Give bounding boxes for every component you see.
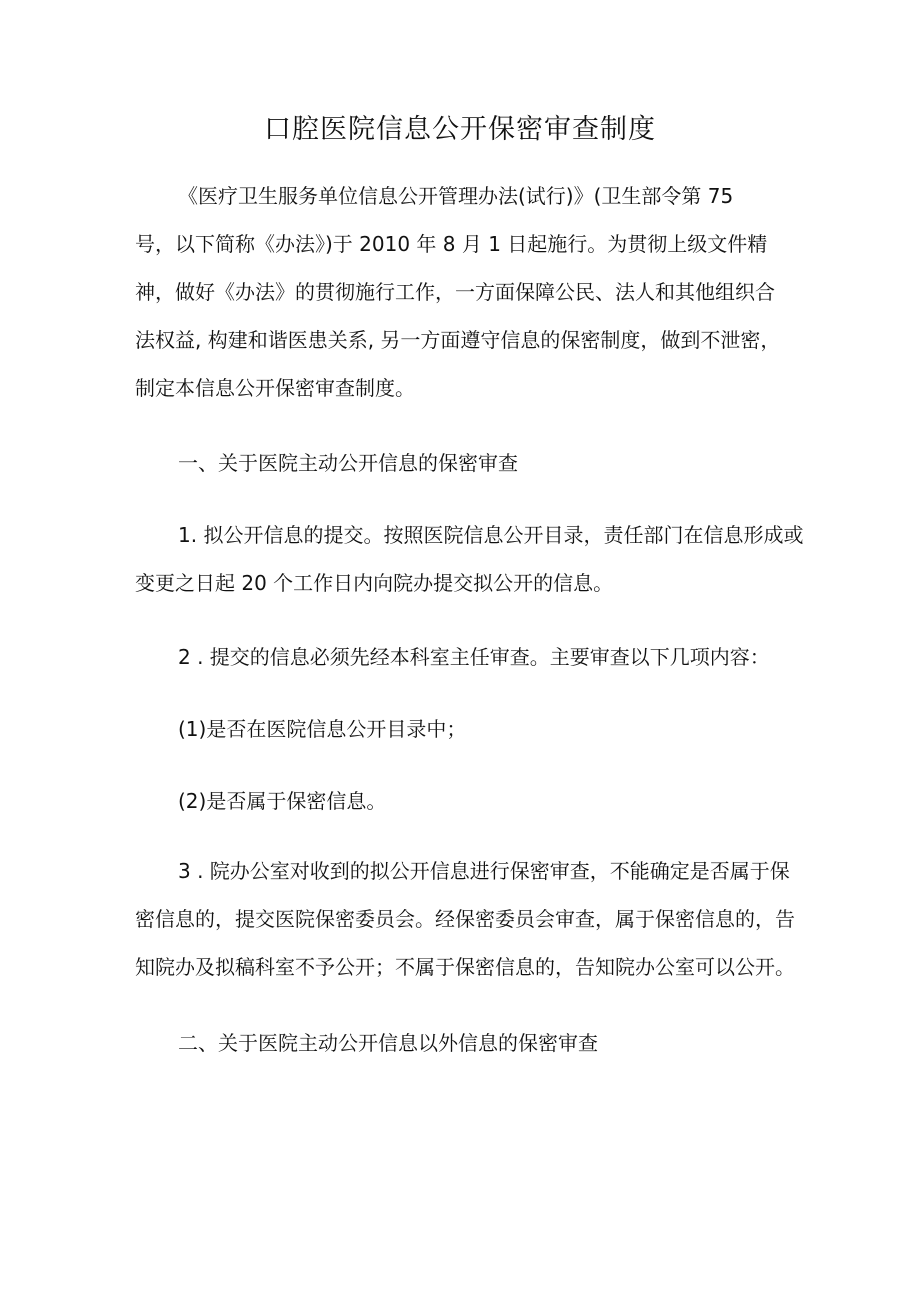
sub-item-1: (1)是否在医院信息公开目录中； [178,717,467,741]
intro-line: 神，做好《办法》的贯彻施行工作，一方面保障公民、法人和其他组织合 [135,280,775,304]
intro-line: 《医疗卫生服务单位信息公开管理办法(试行)》(卫生部令第 75 [178,184,734,208]
item-1-line: 1. 拟公开信息的提交。按照医院信息公开目录，责任部门在信息形成或 [178,523,804,547]
section-2-heading: 二、关于医院主动公开信息以外信息的保密审查 [178,1031,598,1055]
intro-line: 制定本信息公开保密审查制度。 [135,376,415,400]
item-3-line: 3 . 院办公室对收到的拟公开信息进行保密审查，不能确定是否属于保 [178,859,790,883]
item-2-paragraph: 2 . 提交的信息必须先经本科室主任审查。主要审查以下几项内容： [178,645,770,669]
item-1-line: 变更之日起 20 个工作日内向院办提交拟公开的信息。 [135,571,614,595]
intro-line: 号，以下简称《办法》)于 2010 年 8 月 1 日起施行。为贯彻上级文件精 [135,232,768,256]
intro-line: 法权益, 构建和谐医患关系, 另一方面遵守信息的保密制度，做到不泄密， [135,328,781,352]
document-title: 口腔医院信息公开保密审查制度 [264,114,656,145]
section-1-heading: 一、关于医院主动公开信息的保密审查 [178,451,518,475]
item-3-line: 知院办及拟稿科室不予公开；不属于保密信息的，告知院办公室可以公开。 [135,955,795,979]
item-3-line: 密信息的，提交医院保密委员会。经保密委员会审查，属于保密信息的，告 [135,907,795,931]
sub-item-2: (2)是否属于保密信息。 [178,789,387,813]
